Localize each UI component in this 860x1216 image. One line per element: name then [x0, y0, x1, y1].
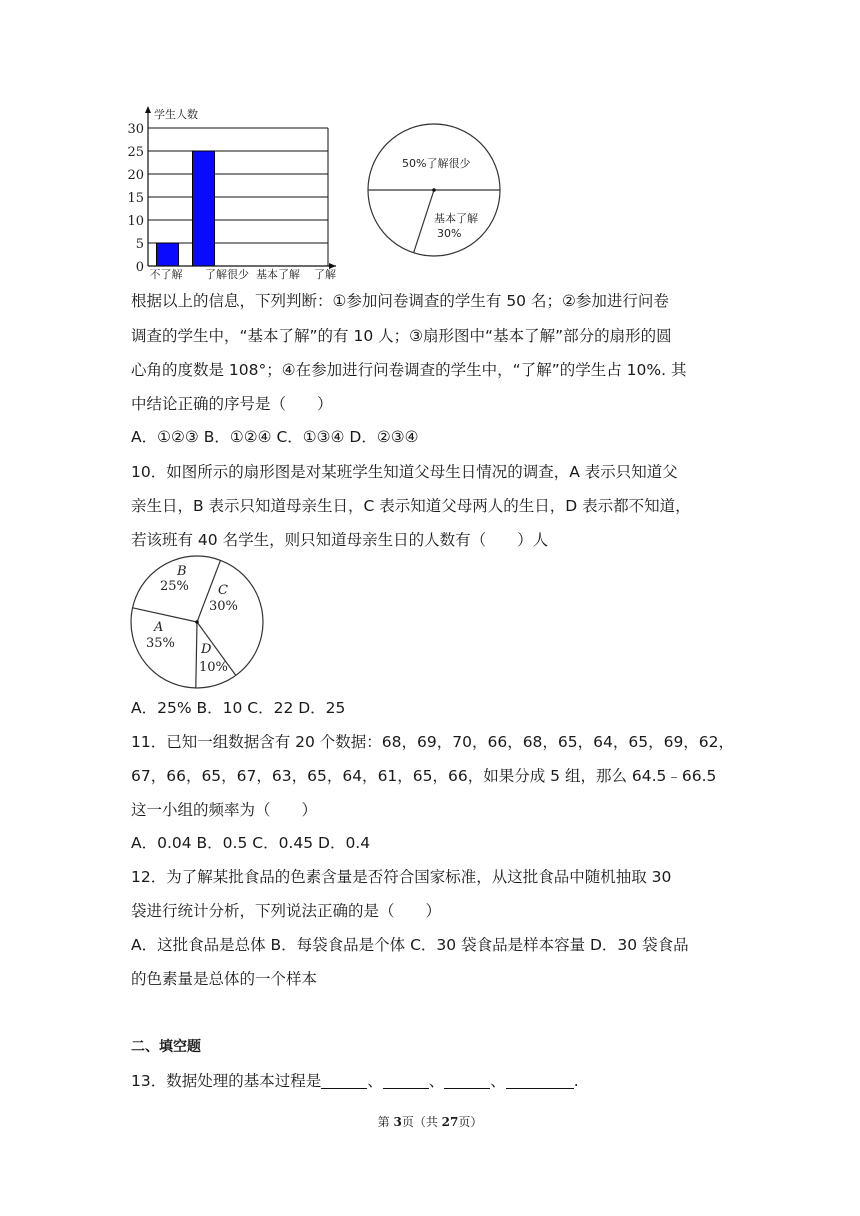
bar-category-label: 基本了解: [256, 268, 300, 281]
q12-line-2: 袋进行统计分析，下列说法正确的是（ ）: [131, 902, 442, 920]
pie-chart-survey: [362, 118, 506, 262]
pie-slice-label-basic: 基本了解: [434, 212, 478, 225]
q13-sep-3: 、: [490, 1072, 506, 1090]
q10-line-2: 亲生日，B 表示只知道母亲生日，C 表示知道父母两人的生日，D 表示都不知道，: [131, 497, 691, 515]
bar-chart: [118, 100, 358, 282]
footer-mid: 页（共: [401, 1115, 442, 1129]
bar-chart-bars: [157, 151, 215, 266]
bar-0: [157, 243, 179, 266]
footer-post: 页）: [458, 1115, 483, 1129]
pie-slice-d-pct: 10%: [199, 660, 228, 675]
section-heading-fill-blank: 二、填空题: [131, 1039, 201, 1055]
q13-blank-2[interactable]: [383, 1072, 429, 1089]
q9-line-3: 心角的度数是 108°；④在参加进行问卷调查的学生中，“了解”的学生占 10%. 其: [131, 361, 687, 379]
pie-slice-b-letter: B: [177, 564, 187, 579]
bar-y-tick-label: 15: [127, 191, 144, 206]
q11-line-2: 67，66，65，67，63，65，64，61，65，66，如果分成 5 组，那么 64.5﹣66.5: [131, 767, 717, 785]
pie-slice-a-letter: A: [154, 620, 164, 635]
footer-page-number: 3: [393, 1115, 402, 1129]
pie-slice-label-basic-pct: 30%: [437, 227, 462, 240]
bar-1: [193, 151, 215, 266]
q13-sep-1: 、: [367, 1072, 383, 1090]
q13-end: .: [573, 1072, 579, 1090]
q13-blank-4[interactable]: [506, 1072, 574, 1089]
q12-line-4: 的色素量是总体的一个样本: [131, 970, 318, 988]
q9-line-1: 根据以上的信息，下列判断：①参加问卷调查的学生有 50 名；②参加进行问卷: [131, 292, 669, 310]
q10-line-1: 10．如图所示的扇形图是对某班学生知道父母生日情况的调查，A 表示只知道父: [131, 463, 678, 481]
bar-category-label: 不了解: [149, 268, 183, 281]
q13-line: [131, 1071, 579, 1091]
q10-line-3: 若该班有 40 名学生，则只知道母亲生日的人数有（ ）人: [131, 531, 549, 549]
q11-options: A．0.04 B．0.5 C．0.45 D．0.4: [131, 834, 371, 852]
bar-category-label: 了解: [314, 268, 336, 281]
pie-slice-label-little: 50%了解很少: [402, 157, 471, 170]
bar-chart-y-tick-labels: [127, 122, 144, 275]
q13-blank-1[interactable]: [321, 1072, 367, 1089]
bar-y-tick-label: 25: [127, 145, 144, 160]
bar-y-tick-label: 20: [127, 168, 144, 183]
bar-y-tick-label: 10: [127, 214, 144, 229]
bar-y-tick-label: 5: [135, 237, 144, 252]
q9-line-4: 中结论正确的序号是（ ）: [131, 395, 333, 413]
pie-slice-c-letter: C: [218, 583, 228, 598]
pie-chart-birthdays-center: [195, 620, 199, 624]
bar-y-tick-label: 30: [127, 122, 144, 137]
footer-pre: 第: [377, 1115, 394, 1129]
footer-total-pages: 27: [441, 1115, 459, 1129]
bar-chart-y-axis-label: 学生人数: [154, 108, 198, 121]
q11-line-3: 这一小组的频率为（ ）: [131, 801, 318, 819]
q13-blank-3[interactable]: [444, 1072, 490, 1089]
pie-slice-c-pct: 30%: [209, 599, 238, 614]
pie-slice-a-pct: 35%: [146, 636, 175, 651]
bar-category-label: 了解很少: [205, 268, 249, 281]
pie-chart-survey-center: [432, 188, 436, 192]
q10-options: A．25% B．10 C．22 D．25: [131, 699, 346, 717]
q12-line-3: A．这批食品是总体 B．每袋食品是个体 C．30 袋食品是样本容量 D．30 袋食品: [131, 936, 689, 954]
page-footer: [0, 1113, 860, 1130]
q12-line-1: 12．为了解某批食品的色素含量是否符合国家标准，从这批食品中随机抽取 30: [131, 868, 672, 886]
bar-chart-category-labels: [150, 267, 337, 281]
bar-y-tick-label: 0: [135, 260, 144, 275]
pie-slice-d-letter: D: [201, 642, 212, 657]
pie-chart-birthdays: [126, 554, 272, 700]
q13-text: 13．数据处理的基本过程是: [131, 1072, 322, 1090]
q9-options: A．①②③ B．①②④ C．①③④ D．②③④: [131, 428, 419, 446]
bar-y-axis-arrow: [145, 106, 151, 113]
q11-line-1: 11．已知一组数据含有 20 个数据：68，69，70，66，68，65，64，65，69，62，: [131, 733, 735, 751]
q13-sep-2: 、: [428, 1072, 445, 1090]
q9-line-2: 调查的学生中，“基本了解”的有 10 人；③扇形图中“基本了解”部分的扇形的圆: [131, 327, 672, 345]
pie-slice-b-pct: 25%: [160, 579, 189, 594]
